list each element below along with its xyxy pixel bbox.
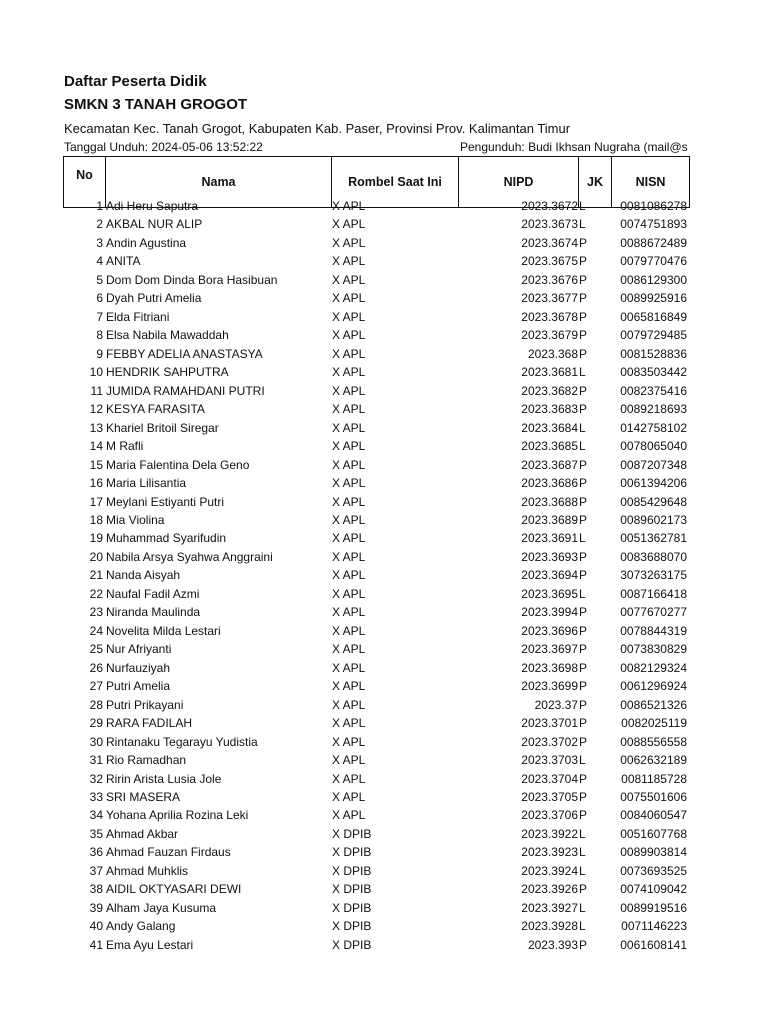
table-row <box>0 289 768 307</box>
rombel: X APL <box>332 568 366 583</box>
nisn: 0075501606 <box>620 790 687 804</box>
nisn: 0089903814 <box>620 845 687 860</box>
gender: P <box>579 697 588 712</box>
student-name: Putri Amelia <box>106 679 171 694</box>
nipd: 2023.3927 <box>521 900 578 915</box>
gender: P <box>579 771 588 786</box>
nisn: 0051362781 <box>620 531 687 546</box>
student-name: Khariel Britoil Siregar <box>106 420 219 435</box>
nipd: 2023.3695 <box>521 586 578 601</box>
table-row <box>0 585 768 603</box>
student-name: Andin Agustina <box>106 235 187 250</box>
nisn: 0082025119 <box>621 716 687 731</box>
student-name: Meylani Estiyanti Putri <box>106 494 225 509</box>
column-header-nama: Nama <box>106 157 332 208</box>
nipd: 2023.3687 <box>521 457 578 472</box>
table-row <box>0 788 768 806</box>
nipd: 2023.3701 <box>521 716 578 731</box>
rombel: X APL <box>332 549 366 564</box>
nipd: 2023.3922 <box>521 826 578 841</box>
table-row <box>0 252 768 270</box>
gender: P <box>579 457 588 472</box>
nisn: 0081185728 <box>621 771 687 786</box>
table-row <box>0 622 768 640</box>
student-name: Muhammad Syarifudin <box>106 531 227 546</box>
nipd: 2023.3685 <box>521 439 578 454</box>
nipd: 2023.3677 <box>521 291 578 306</box>
nisn: 0087166418 <box>620 586 687 601</box>
table-row <box>0 733 768 751</box>
nipd: 2023.3684 <box>521 420 578 435</box>
gender: L <box>579 439 586 454</box>
nipd: 2023.3681 <box>521 365 578 380</box>
row-number: 15 <box>89 457 103 472</box>
gender: P <box>579 328 588 343</box>
row-number: 37 <box>89 863 103 878</box>
nipd: 2023.3926 <box>521 882 578 897</box>
gender: P <box>579 494 588 509</box>
rombel: X APL <box>332 365 366 380</box>
nipd: 2023.3704 <box>521 771 578 786</box>
table-row <box>0 271 768 289</box>
gender: L <box>579 863 586 878</box>
row-number: 28 <box>89 697 103 712</box>
rombel: X DPIB <box>332 900 372 915</box>
student-name: Elda Fitriani <box>106 309 170 324</box>
nipd: 2023.3923 <box>521 845 578 860</box>
row-number: 34 <box>89 808 103 823</box>
gender: L <box>579 900 586 915</box>
nisn: 0074751893 <box>620 217 687 232</box>
table-row <box>0 456 768 474</box>
rombel: X APL <box>332 605 366 620</box>
row-number: 22 <box>89 586 103 601</box>
nipd: 2023.3691 <box>521 531 578 546</box>
row-number: 40 <box>89 919 103 934</box>
nipd: 2023.3688 <box>521 494 578 509</box>
nipd: 2023.3674 <box>521 235 578 250</box>
rombel: X DPIB <box>332 882 372 897</box>
student-name: SRI MASERA <box>106 790 181 804</box>
nisn: 0088556558 <box>620 734 687 749</box>
nisn: 0089602173 <box>620 512 687 527</box>
table-row <box>0 917 768 935</box>
nisn: 3073263175 <box>620 568 687 583</box>
rombel: X APL <box>332 679 366 694</box>
gender: P <box>579 309 588 324</box>
row-number: 19 <box>89 531 103 546</box>
row-number: 14 <box>89 439 103 454</box>
gender: P <box>579 476 588 491</box>
row-number: 23 <box>89 605 103 620</box>
nipd: 2023.3705 <box>521 790 578 804</box>
table-row <box>0 437 768 455</box>
rombel: X APL <box>332 199 366 213</box>
table-row <box>0 400 768 418</box>
gender: L <box>579 199 586 213</box>
student-name: Nurfauziyah <box>106 660 171 675</box>
nisn: 0089925916 <box>620 291 687 306</box>
student-name: Adi Heru Saputra <box>106 199 199 213</box>
rombel: X APL <box>332 254 366 269</box>
rombel: X APL <box>332 476 366 491</box>
rombel: X APL <box>332 642 366 657</box>
row-number: 26 <box>89 660 103 675</box>
nisn: 0079729485 <box>620 328 687 343</box>
nipd: 2023.3693 <box>521 549 578 564</box>
table-row <box>0 215 768 233</box>
rombel: X APL <box>332 457 366 472</box>
student-name: Dyah Putri Amelia <box>106 291 202 306</box>
nisn: 0082375416 <box>620 383 687 398</box>
rombel: X DPIB <box>332 937 372 952</box>
rombel: X APL <box>332 531 366 546</box>
row-number: 6 <box>96 291 103 306</box>
student-name: Ririn Arista Lusia Jole <box>106 771 222 786</box>
row-number: 41 <box>89 937 103 952</box>
table-row <box>0 474 768 492</box>
nisn: 0089218693 <box>620 402 687 417</box>
rombel: X APL <box>332 494 366 509</box>
column-header-no: No <box>64 157 106 208</box>
student-name: Yohana Aprilia Rozina Leki <box>106 808 249 823</box>
table-row <box>0 529 768 547</box>
nipd: 2023.3679 <box>521 328 578 343</box>
nisn: 0074109042 <box>620 882 687 897</box>
rombel: X APL <box>332 402 366 417</box>
nipd: 2023.393 <box>527 937 578 952</box>
download-date: Tanggal Unduh: 2024-05-06 13:52:22 <box>64 140 263 154</box>
rombel: X APL <box>332 660 366 675</box>
table-row <box>0 382 768 400</box>
gender: L <box>579 217 586 232</box>
gender: P <box>579 605 588 620</box>
nisn: 0081086278 <box>620 199 687 213</box>
row-number: 2 <box>96 217 103 232</box>
row-number: 3 <box>96 235 103 250</box>
student-name: Putri Prikayani <box>106 697 184 712</box>
table-row <box>0 696 768 714</box>
row-number: 7 <box>96 309 103 324</box>
nipd: 2023.3698 <box>521 660 578 675</box>
rombel: X APL <box>332 235 366 250</box>
rombel: X APL <box>332 734 366 749</box>
rombel: X APL <box>332 512 366 527</box>
gender: L <box>579 586 586 601</box>
rombel: X APL <box>332 272 366 287</box>
gender: P <box>579 734 588 749</box>
nipd: 2023.3683 <box>521 402 578 417</box>
row-number: 17 <box>89 494 103 509</box>
student-name: Ahmad Fauzan Firdaus <box>106 845 231 860</box>
gender: P <box>579 272 588 287</box>
student-name: Nur Afriyanti <box>106 642 172 657</box>
row-number: 31 <box>89 753 103 768</box>
table-row <box>0 677 768 695</box>
nisn: 0061608141 <box>620 937 687 952</box>
rombel: X APL <box>332 586 366 601</box>
student-name: HENDRIK SAHPUTRA <box>106 365 229 380</box>
gender: P <box>579 254 588 269</box>
row-number: 20 <box>89 549 103 564</box>
nisn: 0085429648 <box>620 494 687 509</box>
table-row <box>0 714 768 732</box>
student-name: AKBAL NUR ALIP <box>106 217 203 232</box>
rombel: X APL <box>332 716 366 731</box>
gender: P <box>579 790 588 804</box>
nipd: 2023.3686 <box>521 476 578 491</box>
nisn: 0086521326 <box>620 697 687 712</box>
row-number: 38 <box>89 882 103 897</box>
nisn: 0061296924 <box>620 679 687 694</box>
table-row <box>0 899 768 917</box>
row-number: 9 <box>96 346 103 361</box>
gender: L <box>579 919 586 934</box>
student-name: Maria Falentina Dela Geno <box>106 457 250 472</box>
gender: L <box>579 531 586 546</box>
student-name: Maria Lilisantia <box>106 476 187 491</box>
location-line: Kecamatan Kec. Tanah Grogot, Kabupaten Kab. Paser, Provinsi Prov. Kalimantan Timur <box>64 121 571 136</box>
table-row <box>0 880 768 898</box>
row-number: 10 <box>89 365 103 380</box>
gender: P <box>579 235 588 250</box>
student-name: Dom Dom Dinda Bora Hasibuan <box>106 272 278 287</box>
rombel: X APL <box>332 808 366 823</box>
nisn: 0078065040 <box>620 439 687 454</box>
nisn: 0061394206 <box>620 476 687 491</box>
rombel: X APL <box>332 328 366 343</box>
student-name: Mia Violina <box>106 512 165 527</box>
nipd: 2023.3924 <box>521 863 578 878</box>
row-number: 5 <box>96 272 103 287</box>
gender: L <box>579 826 586 841</box>
row-number: 29 <box>89 716 103 731</box>
gender: L <box>579 420 586 435</box>
rombel: X DPIB <box>332 863 372 878</box>
table-row <box>0 806 768 824</box>
rombel: X APL <box>332 291 366 306</box>
row-number: 32 <box>89 771 103 786</box>
gender: L <box>579 845 586 860</box>
row-number: 27 <box>89 679 103 694</box>
gender: L <box>579 365 586 380</box>
rombel: X APL <box>332 420 366 435</box>
gender: P <box>579 623 588 638</box>
gender: P <box>579 882 588 897</box>
row-number: 16 <box>89 476 103 491</box>
row-number: 35 <box>89 826 103 841</box>
table-row <box>0 640 768 658</box>
nipd: 2023.3676 <box>521 272 578 287</box>
gender: P <box>579 383 588 398</box>
table-row <box>0 326 768 344</box>
nisn: 0089919516 <box>620 900 687 915</box>
row-number: 12 <box>89 402 103 417</box>
student-name: FEBBY ADELIA ANASTASYA <box>106 346 263 361</box>
nisn: 0082129324 <box>620 660 687 675</box>
student-name: AIDIL OKTYASARI DEWI <box>106 882 242 897</box>
table-row <box>0 566 768 584</box>
nipd: 2023.3928 <box>521 919 578 934</box>
table-row <box>0 825 768 843</box>
nisn: 0083688070 <box>620 549 687 564</box>
nipd: 2023.3682 <box>521 383 578 398</box>
rombel: X APL <box>332 790 366 804</box>
nipd: 2023.3699 <box>521 679 578 694</box>
table-row <box>0 511 768 529</box>
rombel: X APL <box>332 697 366 712</box>
student-name: Ema Ayu Lestari <box>106 937 194 952</box>
table-row <box>0 770 768 788</box>
gender: P <box>579 291 588 306</box>
column-header-jk: JK <box>579 157 612 208</box>
student-name: KESYA FARASITA <box>106 402 205 417</box>
student-table-body <box>0 197 768 954</box>
nipd: 2023.3702 <box>521 734 578 749</box>
rombel: X APL <box>332 309 366 324</box>
student-name: Andy Galang <box>106 919 176 934</box>
row-number: 33 <box>89 790 103 804</box>
rombel: X DPIB <box>332 919 372 934</box>
row-number: 8 <box>96 328 103 343</box>
table-row <box>0 345 768 363</box>
nisn: 0073693525 <box>620 863 687 878</box>
nisn: 0086129300 <box>620 272 687 287</box>
rombel: X APL <box>332 771 366 786</box>
nipd: 2023.3694 <box>521 568 578 583</box>
rombel: X APL <box>332 623 366 638</box>
nipd: 2023.3672 <box>521 199 578 213</box>
nisn: 0142758102 <box>620 420 687 435</box>
column-header-rombel: Rombel Saat Ini <box>332 157 459 208</box>
table-row <box>0 419 768 437</box>
nipd: 2023.3697 <box>521 642 578 657</box>
gender: P <box>579 402 588 417</box>
gender: P <box>579 937 588 952</box>
column-header-nisn: NISN <box>612 157 690 208</box>
rombel: X APL <box>332 439 366 454</box>
student-name: Rintanaku Tegarayu Yudistia <box>106 734 258 749</box>
table-row <box>0 493 768 511</box>
student-name: RARA FADILAH <box>106 716 193 731</box>
nipd: 2023.3689 <box>521 512 578 527</box>
nisn: 0062632189 <box>620 753 687 768</box>
student-name: Niranda Maulinda <box>106 605 201 620</box>
gender: P <box>579 679 588 694</box>
nisn: 0088672489 <box>620 235 687 250</box>
rombel: X DPIB <box>332 826 372 841</box>
student-name: Rio Ramadhan <box>106 753 187 768</box>
row-number: 24 <box>89 623 103 638</box>
nisn: 0071146223 <box>621 919 687 934</box>
student-name: Ahmad Akbar <box>106 826 179 841</box>
downloader-info: Pengunduh: Budi Ikhsan Nugraha (mail@s <box>460 140 688 154</box>
nipd: 2023.37 <box>534 697 578 712</box>
nipd: 2023.3678 <box>521 309 578 324</box>
row-number: 30 <box>89 734 103 749</box>
student-name: Elsa Nabila Mawaddah <box>106 328 229 343</box>
nisn: 0051607768 <box>620 826 687 841</box>
nisn: 0084060547 <box>620 808 687 823</box>
school-name: SMKN 3 TANAH GROGOT <box>64 96 248 113</box>
column-header-nipd: NIPD <box>459 157 579 208</box>
nisn: 0073830829 <box>620 642 687 657</box>
table-row <box>0 862 768 880</box>
row-number: 13 <box>89 420 103 435</box>
nipd: 2023.368 <box>527 346 578 361</box>
table-row <box>0 659 768 677</box>
table-row <box>0 603 768 621</box>
gender: P <box>579 808 588 823</box>
nisn: 0083503442 <box>620 365 687 380</box>
nisn: 0087207348 <box>620 457 687 472</box>
gender: P <box>579 549 588 564</box>
nisn: 0065816849 <box>620 309 687 324</box>
student-name: Novelita Milda Lestari <box>106 623 221 638</box>
gender: P <box>579 660 588 675</box>
student-name: M Rafli <box>106 439 144 454</box>
rombel: X APL <box>332 346 366 361</box>
table-row <box>0 363 768 381</box>
table-row <box>0 234 768 252</box>
rombel: X DPIB <box>332 845 372 860</box>
rombel: X APL <box>332 753 366 768</box>
gender: P <box>579 512 588 527</box>
nisn: 0079770476 <box>620 254 687 269</box>
nipd: 2023.3675 <box>521 254 578 269</box>
student-name: Ahmad Muhklis <box>106 863 189 878</box>
student-name: Naufal Fadil Azmi <box>106 586 200 601</box>
document-title: Daftar Peserta Didik <box>64 73 207 90</box>
rombel: X APL <box>332 383 366 398</box>
row-number: 36 <box>89 845 103 860</box>
gender: P <box>579 568 588 583</box>
table-row <box>0 308 768 326</box>
row-number: 4 <box>96 254 103 269</box>
gender: P <box>579 346 588 361</box>
student-name: ANITA <box>106 254 141 269</box>
row-number: 1 <box>96 199 103 213</box>
gender: P <box>579 716 588 731</box>
rombel: X APL <box>332 217 366 232</box>
gender: L <box>579 753 586 768</box>
nipd: 2023.3703 <box>521 753 578 768</box>
row-number: 39 <box>89 900 103 915</box>
nipd: 2023.3994 <box>521 605 578 620</box>
row-number: 21 <box>89 568 103 583</box>
nipd: 2023.3673 <box>521 217 578 232</box>
table-row <box>0 751 768 769</box>
student-name: JUMIDA RAMAHDANI PUTRI <box>106 383 265 398</box>
nisn: 0078844319 <box>620 623 687 638</box>
nipd: 2023.3696 <box>521 623 578 638</box>
nipd: 2023.3706 <box>521 808 578 823</box>
nisn: 0081528836 <box>620 346 687 361</box>
row-number: 11 <box>90 383 103 398</box>
nisn: 0077670277 <box>620 605 687 620</box>
student-name: Nanda Aisyah <box>106 568 181 583</box>
gender: P <box>579 642 588 657</box>
table-row <box>0 197 768 215</box>
table-row <box>0 548 768 566</box>
table-row <box>0 936 768 954</box>
student-name: Alham Jaya Kusuma <box>106 900 217 915</box>
student-name: Nabila Arsya Syahwa Anggraini <box>106 549 273 564</box>
row-number: 25 <box>89 642 103 657</box>
table-row <box>0 843 768 861</box>
row-number: 18 <box>89 512 103 527</box>
